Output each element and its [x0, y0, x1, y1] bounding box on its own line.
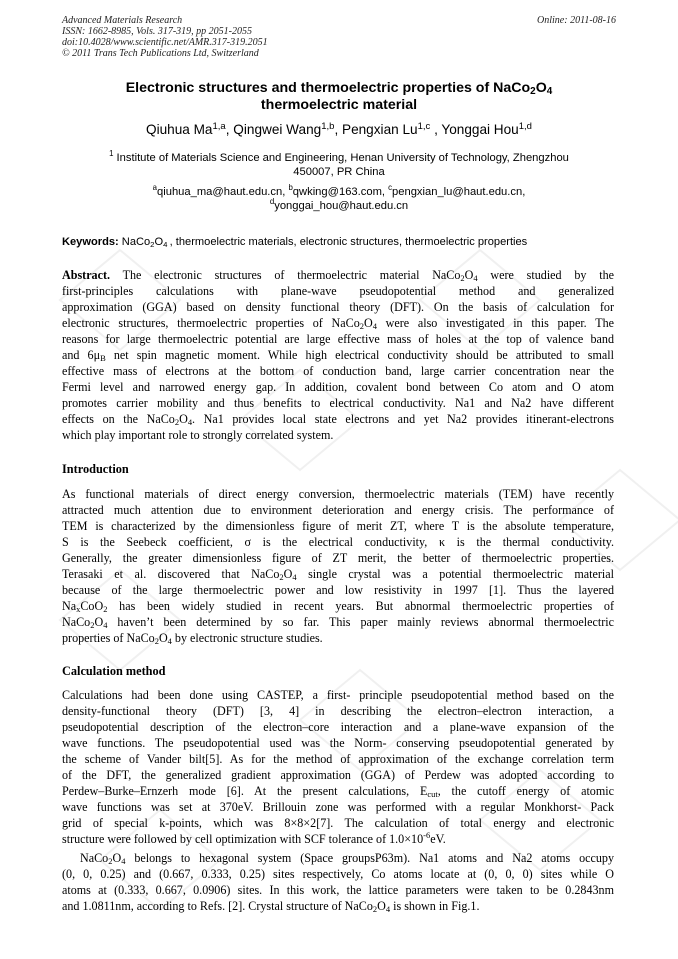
author-name: Qingwei Wang: [233, 122, 322, 137]
abstract-line: reasons for large thermoelectric potential are large effective mass of holes at the top of valence band: [62, 332, 614, 346]
intro-line: TEM is characterized by the dimensionless figure of merit ZT, where T is the absolute temperature,: [62, 519, 614, 533]
intro-line: As functional materials of direct energy conversion, thermoelectric materials (TEM) have recently: [62, 487, 614, 501]
calc-line: the scheme of Vander bilt[5]. As for the method of approximation of the exchange correlation term: [62, 752, 614, 766]
abstract-label: Abstract.: [62, 268, 111, 282]
abstract-line: Abstract. The electronic structures of thermoelectric material $NaCo_2O_4$ were studied by the: [62, 268, 614, 283]
calc-line: Calculations had been done using CASTEP, a first- principle pseudopotential method based on the: [62, 688, 614, 702]
author-name: Pengxian Lu: [342, 122, 418, 137]
intro-line: S is the Seebeck coefficient, σ is the electrical conductivity, κ is the thermal conductivity.: [62, 535, 614, 549]
title-line-1: Electronic structures and thermoelectric properties of $NaCo_2O_4$: [125, 80, 553, 97]
calc-line: wave functions was set at 370eV. Brillouin zone was performed with a regular Monkhorst- Pack: [62, 800, 614, 814]
calc-line: structure were followed by cell optimization with SCF tolerance of $1.0\times 10^{-6}eV$.: [62, 830, 446, 846]
abstract-line: effective mass of electrons at the bottom of conduction band, large carrier concentration near the: [62, 364, 614, 378]
calc-line: density-functional theory (DFT) [3, 4] in describing the electron–electron interaction, a: [62, 704, 614, 718]
journal-doi: doi:10.4028/www.scientific.net/AMR.317-319.2051: [62, 37, 268, 48]
calc-line: of the DFT, the generalized gradient approximation (GGA) of Perdew was adopted according to: [62, 768, 614, 782]
journal-header: [62, 15, 616, 59]
introduction-heading: Introduction: [62, 462, 129, 476]
author-name: Yonggai Hou: [441, 122, 519, 137]
journal-issn: ISSN: 1662-8985, Vols. 317-319, pp 2051-2055: [62, 26, 252, 37]
abstract-line: first-principles calculations with plane-wave pseudopotential method and generalized: [62, 284, 614, 298]
journal-name: Advanced Materials Research: [62, 15, 183, 26]
keywords: Keywords: $NaCo_2O_4$ , thermoelectric materials, electronic structures, thermoelectric properties: [62, 236, 528, 249]
abstract-line: which play important role to strongly correlated system.: [62, 428, 334, 442]
calc-line: $NaCo_2O_4$ belongs to hexagonal system (Space groupsP63m). Na1 atoms and Na2 atoms occupy: [80, 851, 614, 866]
calc-line: pseudopotential description of the electron–core interaction and a plane-wave expansion of the: [62, 720, 614, 734]
author-emails: $^a$qiuhua_ma@haut.edu.cn, $^b$qwking@163.com, $^c$pengxian_lu@haut.edu.cn, $^d$yonggai_hou@haut.edu.cn: [152, 183, 526, 212]
title-line-2: thermoelectric material: [260, 97, 418, 113]
author-list: Qiuhua Ma$^{1,a}$, Qingwei Wang$^{1,b}$, Pengxian Lu$^{1,c}$ , Yonggai Hou$^{1,d}$: [146, 121, 532, 137]
intro-line: attracted much attention due to environment deterioration and energy crisis. The performance of: [62, 503, 614, 517]
author-name: Qiuhua Ma: [146, 122, 213, 137]
paper-title: [62, 80, 616, 114]
keywords-label: Keywords:: [62, 236, 119, 248]
abstract-line: approximation (GGA) based on density functional theory (DFT). On the basis of calculation for: [62, 300, 614, 314]
abstract-line: promotes carrier mobility and thus benefits to electrical conductivity. Na1 and Na2 have different: [62, 396, 614, 410]
calc-line: and 1.0811nm, according to Refs. [2]. Crystal structure of $NaCo_2O_4$ is shown in Fig.1.: [62, 899, 480, 914]
calc-line: Perdew–Burke–Ernzerh mode [6]. At the present calculations, $E_{cut}$, the cutoff energy of atomic: [62, 784, 614, 799]
calc-line: wave functions. The pseudopotential used was the Norm- conserving pseudopotential generated by: [62, 736, 614, 750]
calc-line: atoms at (0.333, 0.667, 0.0906) sites. In this work, the lattice parameters were taken to be 0.2843nm: [62, 883, 614, 897]
abstract-line: Fermi level and narrowed energy gap. In addition, covalent bond between Co atom and O atom: [62, 380, 614, 394]
journal-copyright: © 2011 Trans Tech Publications Ltd, Switzerland: [62, 48, 259, 59]
intro-line: Terasaki et al. discovered that $NaCo_2O_4$ single crystal was a potential thermoelectric material: [62, 567, 614, 582]
affiliation: $^1$ Institute of Materials Science and Engineering, Henan University of Technology, Zhengzhou 450007, PR China: [109, 149, 569, 178]
intro-line: $Na_xCoO_2$ has been widely studied in recent years. But abnormal thermoelectric properties of: [62, 599, 614, 614]
abstract-line: and $6\mu_B$ net spin magnetic moment. While high electrical conductivity should be attributed to small: [62, 348, 614, 363]
intro-line: Generally, the greater dimensionless figure of ZT merit, the better of thermoelectric properties.: [62, 551, 614, 565]
online-date: Online: 2011-08-16: [537, 15, 616, 26]
intro-line: properties of $NaCo_2O_4$ by electronic structure studies.: [62, 631, 323, 646]
calc-line: grid of special k-points, which was 8×8×2[7]. The calculation of total energy and electronic: [62, 816, 614, 830]
intro-line: $NaCo_2O_4$ haven’t been determined by so far. This paper mainly reviews abnormal thermoelectric: [62, 615, 614, 630]
intro-line: because of the large thermoelectric power and low resistivity in 1997 [1]. Thus the layered: [62, 583, 614, 597]
abstract-line: electronic structures, thermoelectric properties of $NaCo_2O_4$ were also investigated in this paper. The: [62, 316, 615, 331]
calc-line: (0, 0, 0.25) and (0.667, 0.333, 0.25) sites respectively, Co atoms locate at (0, 0, 0) sites while O: [62, 867, 614, 881]
abstract-line: effects on the $NaCo_2O_4$. Na1 provides local state electrons and yet Na2 provides itinerant-electrons: [62, 412, 614, 427]
calculation-heading: Calculation method: [62, 664, 166, 678]
